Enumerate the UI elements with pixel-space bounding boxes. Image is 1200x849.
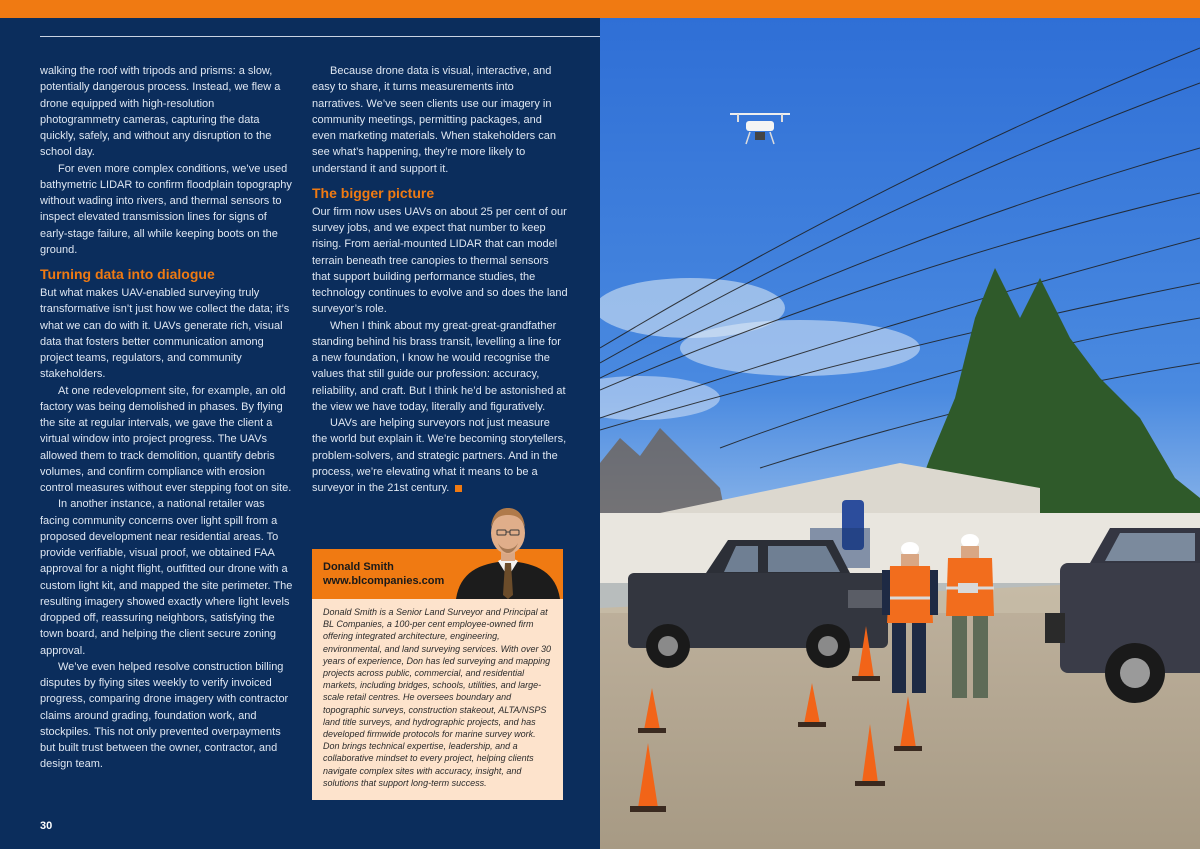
author-portrait xyxy=(452,503,564,599)
paragraph-text: UAVs are helping surveyors not just measure the world but explain it. We’re becoming storytellers, problem-solvers, and strategic partners. And in the process, we’re elevating what it means to be a surveyor in the 21st century. xyxy=(312,417,567,494)
paragraph: But what makes UAV-enabled surveying truly transformative isn’t just how we collect the data; it’s what we can do with it. UAVs generate rich, visual data that fosters better communication among project teams, regulators, and community stakeholders. xyxy=(40,287,290,381)
paragraph: At one redevelopment site, for example, an old factory was being demolished in phases. By flying the site at regular intervals, we gave the client a virtual window into project progress. The UAVs allowed them to track demolition, quantify debris volumes, and confirm compliance with erosion control measures without ever stepping foot on site. xyxy=(40,384,292,494)
page-number-left: 30 xyxy=(40,820,53,832)
paragraph: In another instance, a national retailer was facing community concerns over light spill from a proposed development near residential areas. To provide verifiable, visual proof, we obtained FAA approval for a night flight, outfitted our drone with a custom light kit, and mapped the site perimeter. The resulting imagery showed exactly where light levels dropped off, reassuring neighbors, satisfying the town board, and helping the client secure zoning approval. xyxy=(40,498,293,657)
paragraph: When I think about my great-great-grandfather standing behind his brass transit, levelling a line for a new foundation, I know he would recognise the values that still guide our profession: accuracy, reliability, and craft. But I think he’d be astonished at the view we have today, literally and figuratively. xyxy=(312,319,566,413)
drone-survey-photo xyxy=(600,18,1200,849)
bio-text: Donald Smith is a Senior Land Surveyor and Principal at BL Companies, a 100-per cent employee-owned firm offering integrated architecture, engineering, environmental, and land surveying services. With over 30 years of experience, Don has led surveying and mapping projects across public, commercial, and residential markets, including bridges, schools, utilities, and large-scale retail centres. He oversees boundary and topographic surveys, construction stakeout, ALTA/NSPS land title surveys, and hydrographic projects, and has developed firmwide protocols for marine survey work. Don brings technical expertise, leadership, and a collaborative mindset to every project, helping clients navigate complex sites with accuracy, insight, and solutions that support long-term success. xyxy=(312,599,563,800)
paragraph: We’ve even helped resolve construction billing disputes by flying sites weekly to verify invoiced progress, comparing drone imagery with contractor claims around grading, foundation work, and stockpiles. This not only prevented overpayments but built trust between the owner, contractor, and design team. xyxy=(40,660,289,771)
article-column-left xyxy=(40,63,296,773)
end-mark-icon xyxy=(455,485,462,492)
article-column-middle xyxy=(312,63,568,496)
subheading-bigger-picture: The bigger picture xyxy=(312,184,435,201)
top-accent-bar xyxy=(0,0,1200,18)
paragraph: walking the roof with tripods and prisms: a slow, potentially dangerous process. Instead, we flew a drone equipped with high-resolution photogrammetry cameras, capturing the data quickly, safely, and without any disruption to the school day. xyxy=(40,65,281,159)
subheading-turning-data: Turning data into dialogue xyxy=(40,266,215,282)
paragraph: Our firm now uses UAVs on about 25 per cent of our survey jobs, and we expect that number to keep rising. From aerial-mounted LIDAR that can model terrain beneath tree canopies to thermal sensors that support building performance studies, the technology continues to evolve and so does the land surveyor’s role. xyxy=(312,205,568,316)
paragraph: Because drone data is visual, interactive, and easy to share, it turns measurements into narratives. We’ve seen clients use our imagery in community meetings, permitting packages, and even marketing materials. When stakeholders can see what’s happening, they’re more likely to understand it and support it. xyxy=(312,65,556,175)
paragraph-final xyxy=(312,415,568,496)
author-name: Donald Smith xyxy=(323,561,394,573)
author-website-link[interactable]: www.blcompanies.com xyxy=(323,575,445,587)
paragraph: For even more complex conditions, we’ve used bathymetric LIDAR to confirm floodplain topography without wading into rivers, and thermal sensors to inspect elevated transmission lines for signs of early-stage failure, all while keeping boots on the ground. xyxy=(40,162,292,256)
